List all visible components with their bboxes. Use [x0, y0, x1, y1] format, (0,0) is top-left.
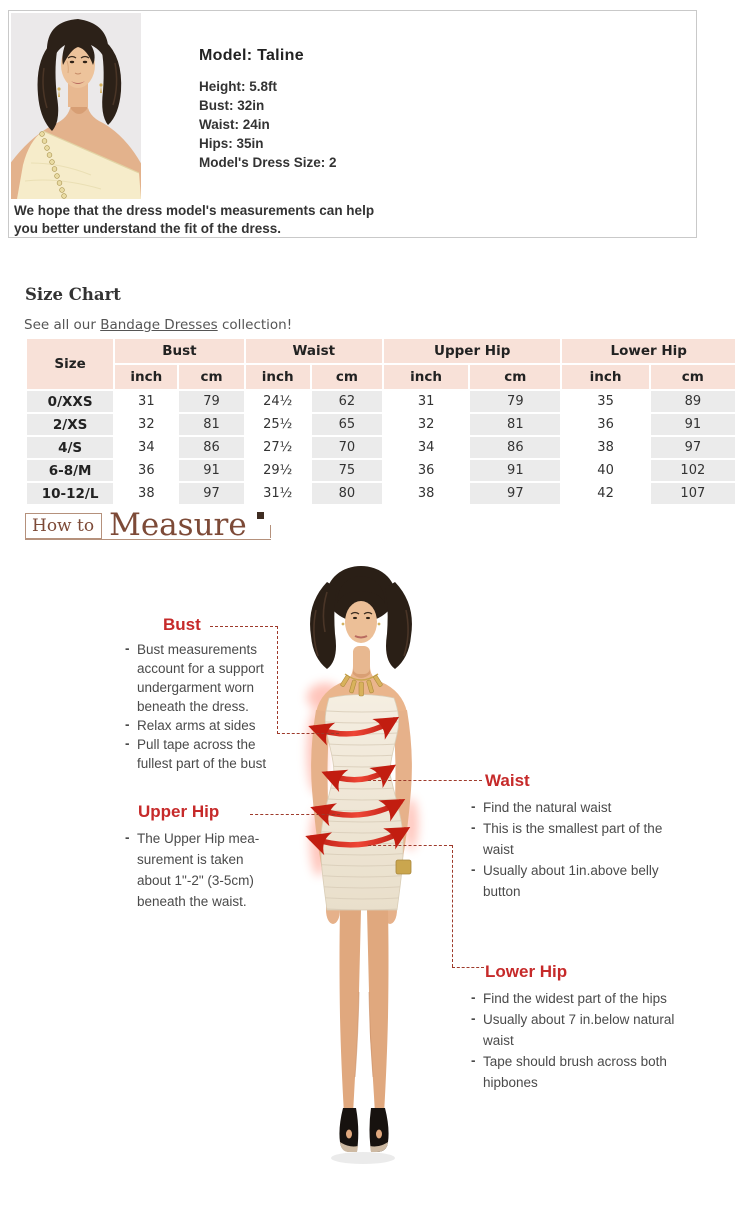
measure-model-figure — [283, 562, 468, 1182]
value-cell: 81 — [179, 414, 243, 435]
size-chart-heading: Size Chart — [25, 285, 121, 304]
value-cell: 97 — [651, 437, 735, 458]
table-row — [27, 460, 735, 481]
value-cell: 91 — [651, 414, 735, 435]
value-cell: 91 — [179, 460, 243, 481]
value-cell: 97 — [179, 483, 243, 504]
lower-hip-group-header: Lower Hip — [562, 339, 735, 363]
waist-group-header: Waist — [246, 339, 382, 363]
size-column-header: Size — [27, 339, 113, 389]
waist-instructions — [470, 797, 672, 902]
value-cell: 36 — [562, 414, 648, 435]
value-cell: 27½ — [246, 437, 310, 458]
link-suffix: collection! — [217, 317, 293, 333]
value-cell: 89 — [651, 391, 735, 412]
model-bust: Bust: 32in — [199, 98, 265, 113]
bust-connector-bottom — [277, 733, 339, 734]
model-info-card — [8, 10, 697, 238]
model-hips: Hips: 35in — [199, 136, 264, 151]
size-chart-table — [25, 337, 737, 506]
lower-hip-connector-vertical — [452, 845, 453, 967]
bust-bullet-3: Pull tape across the fullest part of the bust — [137, 737, 267, 771]
list-item — [470, 1009, 688, 1051]
upper-hip-instructions — [124, 828, 272, 912]
value-cell: 34 — [384, 437, 468, 458]
unit-header: inch — [384, 365, 468, 389]
model-name-title: Model: Taline — [199, 47, 304, 64]
value-cell: 36 — [384, 460, 468, 481]
table-row — [27, 414, 735, 435]
value-cell: 81 — [470, 414, 560, 435]
square-bullet-icon — [257, 512, 264, 519]
bust-bullet-1: Bust measurements account for a support undergarment worn beneath the dress. — [137, 642, 264, 714]
value-cell: 65 — [312, 414, 382, 435]
waist-bullet-2: This is the smallest part of the waist — [483, 821, 663, 857]
model-waist: Waist: 24in — [199, 117, 270, 132]
table-header-groups — [27, 339, 735, 363]
waist-connector — [368, 780, 482, 781]
model-height: Height: 5.8ft — [199, 79, 278, 94]
list-item — [470, 797, 672, 818]
model-dress-size: Model's Dress Size: 2 — [199, 155, 337, 170]
table-row — [27, 391, 735, 412]
heading-tick-mark — [270, 525, 271, 538]
unit-header: cm — [470, 365, 560, 389]
value-cell: 97 — [470, 483, 560, 504]
value-cell: 75 — [312, 460, 382, 481]
unit-header: inch — [115, 365, 177, 389]
size-cell: 0/XXS — [27, 391, 113, 412]
upper-hip-bullet-1: The Upper Hip mea-surement is taken about 1"-2" (3-5cm) beneath the waist. — [137, 831, 260, 909]
value-cell: 40 — [562, 460, 648, 481]
value-cell: 102 — [651, 460, 735, 481]
value-cell: 86 — [470, 437, 560, 458]
list-item — [470, 1051, 688, 1093]
value-cell: 31 — [115, 391, 177, 412]
list-item — [124, 828, 272, 912]
value-cell: 31 — [384, 391, 468, 412]
how-to-measure-diagram — [0, 560, 755, 1206]
list-item — [124, 716, 284, 735]
heading-how-to: How to — [25, 513, 102, 539]
upper-hip-connector — [250, 814, 340, 815]
lower-hip-bullet-2: Usually about 7 in.below natural waist — [483, 1012, 675, 1048]
lower-hip-connector-bottom — [452, 967, 484, 968]
value-cell: 36 — [115, 460, 177, 481]
list-item — [470, 818, 672, 860]
model-caption-line1: We hope that the dress model's measurements can help — [14, 203, 375, 218]
value-cell: 86 — [179, 437, 243, 458]
value-cell: 91 — [470, 460, 560, 481]
unit-header: cm — [179, 365, 243, 389]
value-cell: 79 — [470, 391, 560, 412]
how-to-measure-heading — [25, 507, 271, 543]
value-cell: 38 — [115, 483, 177, 504]
value-cell: 79 — [179, 391, 243, 412]
waist-bullet-1: Find the natural waist — [483, 800, 612, 815]
value-cell: 80 — [312, 483, 382, 504]
unit-header: cm — [651, 365, 735, 389]
value-cell: 62 — [312, 391, 382, 412]
list-item — [124, 735, 284, 773]
bust-group-header: Bust — [115, 339, 243, 363]
value-cell: 32 — [384, 414, 468, 435]
value-cell: 38 — [384, 483, 468, 504]
value-cell: 38 — [562, 437, 648, 458]
lower-hip-instructions — [470, 988, 688, 1093]
table-header-units — [27, 365, 735, 389]
bust-instructions — [124, 640, 284, 773]
model-photo — [11, 13, 141, 199]
list-item — [470, 860, 672, 902]
value-cell: 25½ — [246, 414, 310, 435]
value-cell: 107 — [651, 483, 735, 504]
value-cell: 35 — [562, 391, 648, 412]
value-cell: 70 — [312, 437, 382, 458]
waist-label: Waist — [485, 771, 530, 790]
lower-hip-bullet-1: Find the widest part of the hips — [483, 991, 667, 1006]
table-row — [27, 483, 735, 504]
value-cell: 31½ — [246, 483, 310, 504]
value-cell: 24½ — [246, 391, 310, 412]
lower-hip-connector-top — [368, 845, 452, 846]
lower-hip-label: Lower Hip — [485, 962, 568, 981]
list-item — [124, 640, 284, 716]
model-caption — [14, 202, 399, 238]
heading-measure: Measure — [109, 507, 247, 543]
size-cell: 6-8/M — [27, 460, 113, 481]
upper-hip-label: Upper Hip — [138, 802, 220, 821]
size-cell: 4/S — [27, 437, 113, 458]
value-cell: 42 — [562, 483, 648, 504]
size-cell: 2/XS — [27, 414, 113, 435]
collection-link-line — [24, 317, 292, 333]
unit-header: inch — [246, 365, 310, 389]
value-cell: 34 — [115, 437, 177, 458]
upper-hip-group-header: Upper Hip — [384, 339, 560, 363]
value-cell: 32 — [115, 414, 177, 435]
link-prefix: See all our — [24, 317, 101, 333]
shoes — [339, 1108, 388, 1152]
lower-hip-bullet-3: Tape should brush across both hipbones — [483, 1054, 667, 1090]
table-row — [27, 437, 735, 458]
model-measurements — [199, 47, 337, 172]
unit-header: cm — [312, 365, 382, 389]
unit-header: inch — [562, 365, 648, 389]
bracelet — [396, 860, 411, 874]
waist-bullet-3: Usually about 1in.above belly button — [483, 863, 659, 899]
bandage-dresses-link[interactable]: Bandage Dresses — [100, 317, 218, 333]
size-cell: 10-12/L — [27, 483, 113, 504]
bust-connector-top — [210, 626, 278, 627]
list-item — [470, 988, 688, 1009]
model-caption-line2: you better understand the fit of the dress. — [14, 221, 282, 236]
value-cell: 29½ — [246, 460, 310, 481]
bust-label: Bust — [163, 615, 201, 634]
bust-bullet-2: Relax arms at sides — [137, 718, 256, 733]
